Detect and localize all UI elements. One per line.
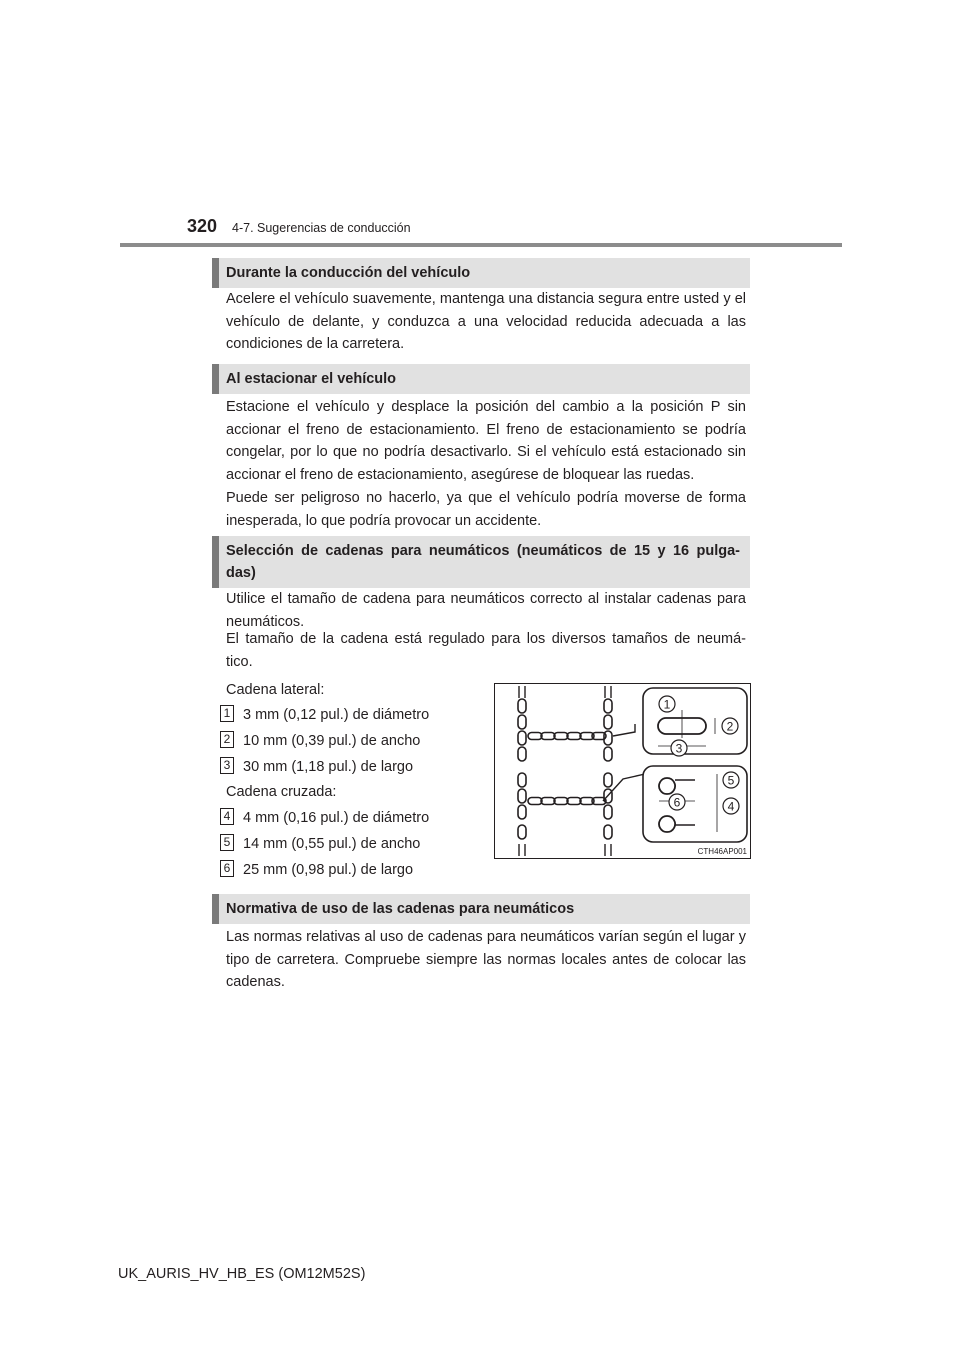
detail-box-side-chain	[643, 688, 747, 756]
svg-text:5: 5	[727, 773, 735, 788]
spec-number-5: 5	[220, 834, 234, 851]
figure-code: CTH46AP001	[697, 847, 747, 856]
parking-paragraph-2: Puede ser peligroso no hacerlo, ya que el vehículo podría moverse de forma inesperada, lo que podría provocar un accidente.	[226, 490, 746, 529]
spec-number-6: 6	[220, 860, 234, 877]
spec-number-3: 3	[220, 757, 234, 774]
section-heading-chain-selection: Selección de cadenas para neumáticos (neumáticos de 15 y 16 pulga- das)	[212, 536, 750, 588]
section-heading-driving: Durante la conducción del vehículo	[212, 258, 750, 288]
spec-number-4: 4	[220, 808, 234, 825]
spec-text-4: 4 mm (0,16 pul.) de diámetro	[243, 810, 430, 826]
cross-chain-heading: Cadena cruzada:	[226, 784, 337, 800]
svg-text:3: 3	[675, 741, 683, 756]
tire-chain-figure	[494, 683, 751, 859]
svg-text:1: 1	[663, 697, 671, 712]
page-number: 320	[187, 216, 218, 236]
chain-regulations-paragraph: Las normas relativas al uso de cadenas para neumáticos varían según el lugar y tipo de carretera. Compruebe siempre las normas locales antes de colocar las cadenas.	[226, 929, 746, 990]
spec-text-5: 14 mm (0,55 pul.) de ancho	[243, 836, 421, 852]
header-rule	[120, 243, 842, 247]
side-chain-heading: Cadena lateral:	[226, 682, 325, 698]
svg-text:2: 2	[726, 719, 734, 734]
parking-paragraph-1: Estacione el vehículo y desplace la posición del cambio a la posición P sin accionar el freno de estacionamiento. El freno de estacionamiento se podría congelar, por lo que no podría desactivarlo. Si el vehículo está estacionado sin accionar el freno de estacionamiento, asegúrese de bloquear las ruedas.	[226, 399, 746, 483]
detail-box-cross-chain	[643, 766, 747, 842]
chapter-title: 4-7. Sugerencias de conducción	[232, 221, 411, 235]
chain-selection-paragraph-2: El tamaño de la cadena está regulado para los diversos tamaños de neumá- tico.	[226, 631, 746, 670]
spec-number-2: 2	[220, 731, 234, 748]
driving-paragraph: Acelere el vehículo suavemente, mantenga una distancia segura entre usted y el vehículo de delante, y conduzca a una velocidad reducida adecuada a las condiciones de la carretera.	[226, 291, 746, 352]
document-footer: UK_AURIS_HV_HB_ES (OM12M52S)	[118, 1266, 366, 1282]
spec-text-1: 3 mm (0,12 pul.) de diámetro	[243, 707, 430, 723]
spec-number-1: 1	[220, 705, 234, 722]
section-heading-parking: Al estacionar el vehículo	[212, 364, 750, 394]
spec-text-6: 25 mm (0,98 pul.) de largo	[243, 862, 414, 878]
svg-text:6: 6	[673, 795, 681, 810]
spec-text-3: 30 mm (1,18 pul.) de largo	[243, 759, 414, 775]
chain-selection-paragraph-1: Utilice el tamaño de cadena para neumáticos correcto al instalar cadenas para neumáticos.	[226, 591, 746, 630]
section-heading-chain-regulations: Normativa de uso de las cadenas para neumáticos	[212, 894, 750, 924]
svg-text:4: 4	[727, 799, 735, 814]
spec-text-2: 10 mm (0,39 pul.) de ancho	[243, 733, 421, 749]
chain-drawing	[518, 686, 645, 856]
